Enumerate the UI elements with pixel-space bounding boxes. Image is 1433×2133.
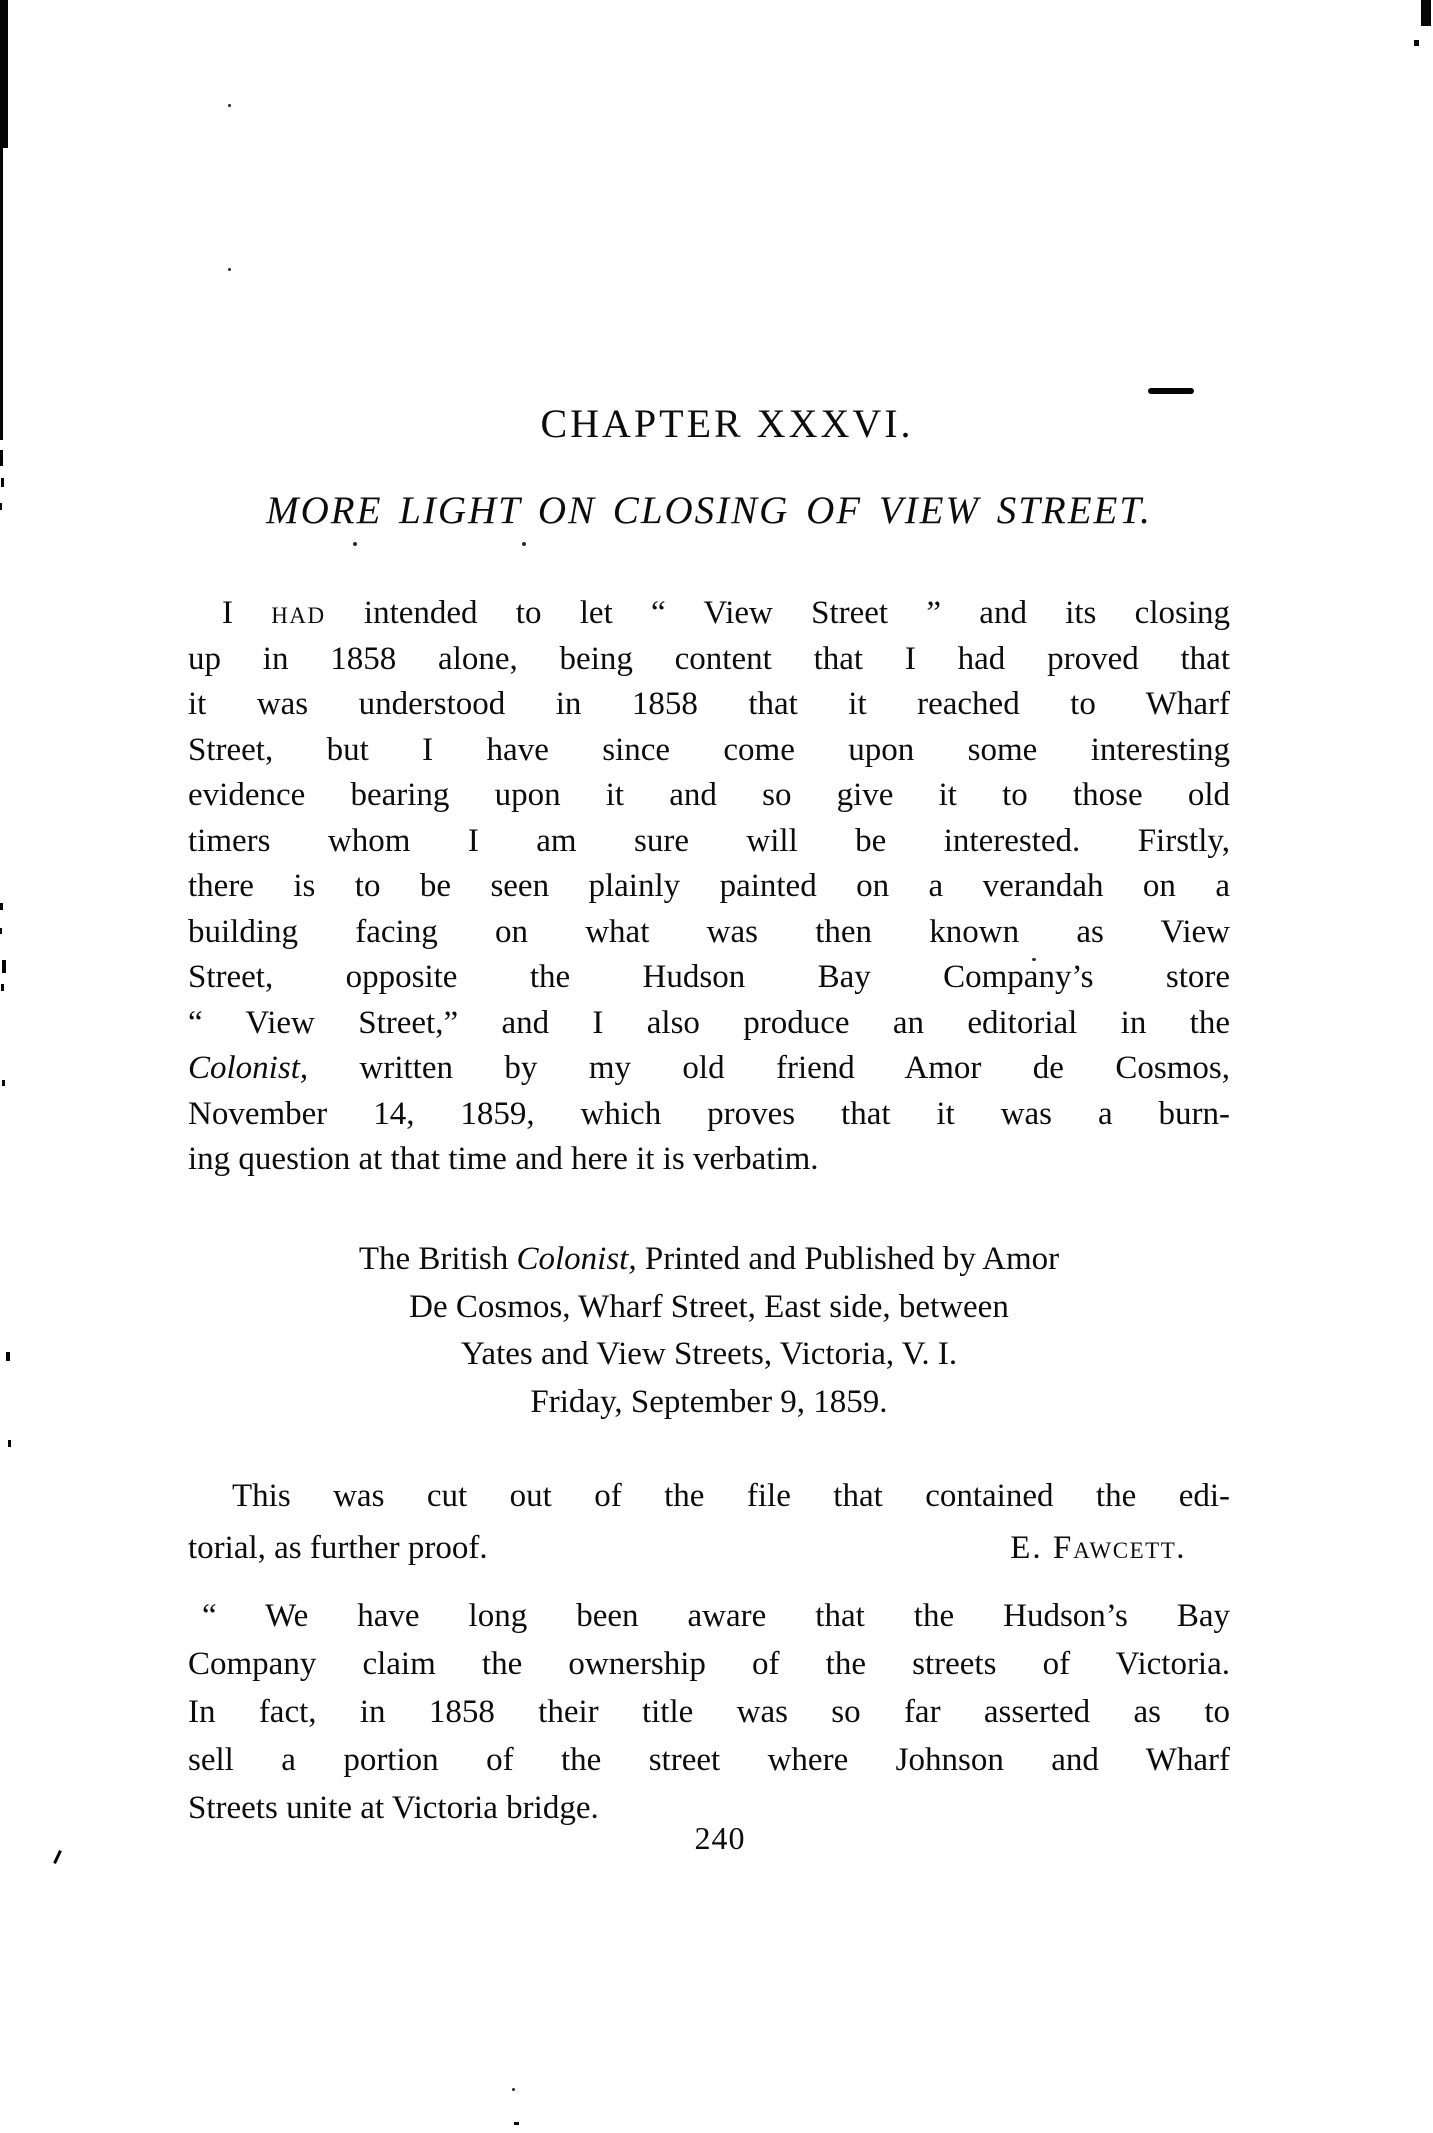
text-line: evidence bearing upon it and so give it to those old [188,777,1230,813]
text-line: Friday, September 9, 1859. [530,1383,888,1420]
text-line: Street, but I have since come upon some interesting [188,731,1230,768]
text-line: Yates and View Streets, Victoria, V. I. [460,1336,958,1372]
text-line: sell a portion of the street where Johnson and Wharf [188,1742,1230,1778]
scan-artifact-dash [1148,388,1194,394]
text-line: there is to be seen plainly painted on a verandah on a [188,868,1230,904]
chapter-heading: CHAPTER XXXVI. [540,401,914,446]
text-line: “ We have long been aware that the Hudson’s Bay [202,1598,1230,1634]
text-line: timers whom I am sure will be interested. Firstly, [188,822,1230,859]
scan-artifact [1414,40,1419,46]
scan-artifact-speck [512,2088,515,2091]
section-title: MORE LIGHT ON CLOSING OF VIEW STREET. [266,489,1152,532]
scan-artifact [0,450,3,466]
scan-artifact [0,903,3,910]
page-number: 240 [694,1820,746,1856]
scan-artifact [2,960,6,973]
text-line: up in 1858 alone, being content that I had proved that [188,640,1230,677]
proof-paragraph [188,1470,1230,1574]
text-line: “ View Street,” and I also produce an editorial in the [188,1004,1230,1041]
text-line: Company claim the ownership of the streets of Victoria. [188,1646,1230,1682]
scan-artifact-slash [53,1850,62,1864]
scan-artifact-speck [514,2122,519,2125]
scan-artifact [0,503,2,510]
scan-artifact-speck [228,104,231,107]
scan-artifact [8,1440,11,1447]
proof-line-continuation: torial, as further proof. [188,1530,488,1566]
scan-artifact-speck [228,268,231,271]
scan-artifact-left-line [0,145,3,440]
scan-artifact [1,478,4,487]
signature: E. Fawcett. [1010,1530,1186,1566]
text-line: This was cut out of the file that contained the edi- [232,1478,1230,1514]
scan-artifact-speck [522,542,526,546]
text-line: Street, opposite the Hudson Bay Company’s store [188,959,1230,995]
scan-artifact [1,984,4,991]
scan-artifact [6,1352,10,1361]
text-line: In fact, in 1858 their title was so far asserted as to [188,1694,1230,1730]
text-line: it was understood in 1858 that it reached to Wharf [188,686,1230,722]
scan-artifact [0,928,2,934]
text-line: De Cosmos, Wharf Street, East side, between [409,1288,1009,1325]
scan-artifact-left-strip [0,0,8,148]
scan-artifact-speck [353,542,357,546]
text-line [188,1522,1230,1574]
text-line: November 14, 1859, which proves that it was a burn- [188,1095,1230,1132]
scan-artifact-corner-tick [1421,0,1431,26]
text-line: Colonist, written by my old friend Amor de Cosmos, [188,1050,1230,1086]
text-line: The British Colonist, Printed and Published by Amor [358,1241,1060,1277]
editorial-excerpt-paragraph [188,1592,1230,1832]
text-line: Streets unite at Victoria bridge. [188,1790,599,1826]
text-line: I had intended to let “ View Street ” and its closing [222,595,1230,631]
text-line: building facing on what was then known as View [188,913,1230,950]
scan-artifact [2,1080,5,1086]
citation-block [188,1236,1230,1426]
opening-paragraph [188,591,1230,1183]
text-line: ing question at that time and here it is verbatim. [188,1141,819,1177]
